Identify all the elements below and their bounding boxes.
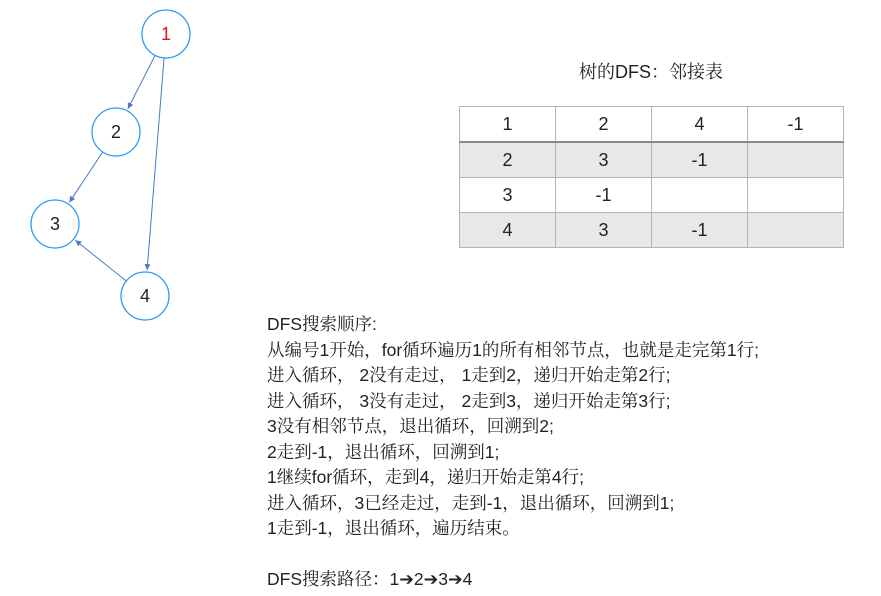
- dfs-path: DFS搜索路径：1➔2➔3➔4: [267, 569, 473, 589]
- table-row: [460, 142, 844, 178]
- graph-edges: [69, 55, 164, 281]
- explanation-line: 进入循环， 2没有走过， 1走到2，递归开始走第2行;: [267, 365, 671, 385]
- table-cell: -1: [748, 107, 844, 143]
- table-cell: 4: [460, 213, 556, 248]
- dfs-explanation: [267, 312, 877, 593]
- graph-nodes: [31, 10, 190, 320]
- node-label: 2: [110, 122, 122, 142]
- node-4: [121, 272, 169, 320]
- table-cell: 2: [556, 107, 652, 143]
- table-cell: -1: [556, 178, 652, 213]
- table-cell: 1: [460, 107, 556, 143]
- node-2: [92, 108, 140, 156]
- node-label: 4: [139, 286, 151, 306]
- explanation-line: 1继续for循环，走到4，递归开始走第4行;: [267, 467, 584, 487]
- table-cell: [748, 213, 844, 248]
- node-label: 3: [49, 214, 61, 234]
- table-cell: -1: [652, 213, 748, 248]
- table-row: [460, 213, 844, 248]
- table-cell: -1: [652, 142, 748, 178]
- node-label: 1: [160, 24, 172, 44]
- edge-2-to-3: [69, 152, 102, 202]
- table-row: [460, 107, 844, 143]
- explanation-spacer: [267, 542, 877, 568]
- table-cell: 4: [652, 107, 748, 143]
- table-cell: 3: [556, 213, 652, 248]
- table-row: [460, 178, 844, 213]
- table-title: 树的DFS：邻接表: [579, 62, 723, 82]
- graph-diagram: [0, 0, 240, 340]
- table-cell: 3: [460, 178, 556, 213]
- explanation-line: 进入循环， 3没有走过， 2走到3，递归开始走第3行;: [267, 390, 671, 411]
- explanation-line: 从编号1开始，for循环遍历1的所有相邻节点，也就是走完第1行;: [267, 339, 759, 360]
- table-cell: [652, 178, 748, 213]
- table-cell: [748, 142, 844, 178]
- node-1: [142, 10, 190, 58]
- edge-4-to-3: [75, 240, 126, 281]
- explanation-heading: DFS搜索顺序:: [267, 314, 377, 334]
- edge-1-to-4: [147, 58, 164, 270]
- explanation-line: 进入循环，3已经走过，走到-1，退出循环，回溯到1;: [267, 492, 675, 513]
- table-cell: 3: [556, 142, 652, 178]
- explanation-line: 2走到-1，退出循环，回溯到1;: [267, 441, 500, 462]
- adjacency-table: [459, 106, 844, 248]
- explanation-line: 1走到-1，退出循环，遍历结束。: [267, 518, 520, 538]
- explanation-line: 3没有相邻节点，退出循环，回溯到2;: [267, 416, 554, 436]
- node-3: [31, 200, 79, 248]
- table-cell: 2: [460, 142, 556, 178]
- edge-1-to-2: [128, 55, 155, 108]
- table-cell: [748, 178, 844, 213]
